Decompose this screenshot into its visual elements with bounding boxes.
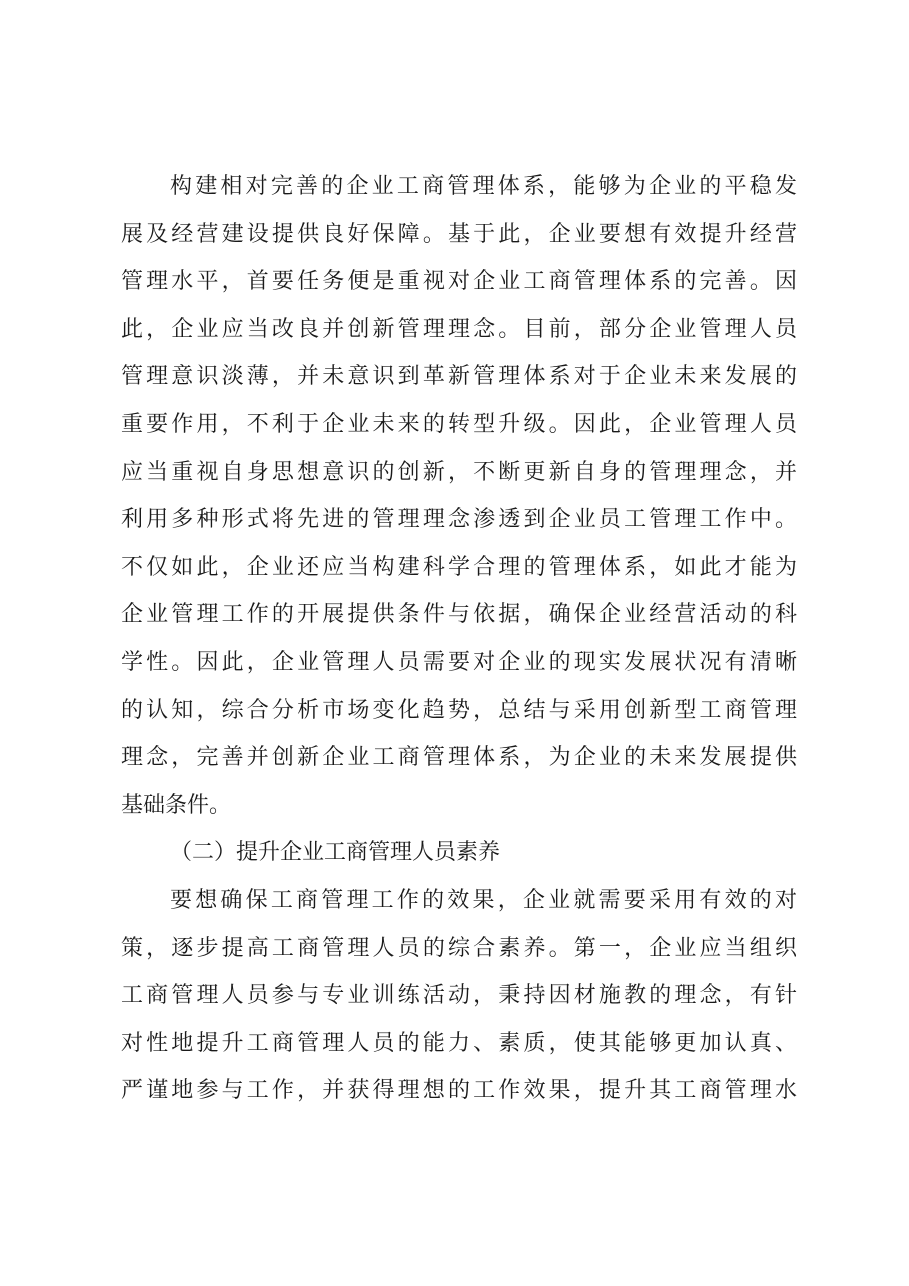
paragraph-line: 学性。因此，企业管理人员需要对企业的现实发展状况有清晰: [121, 649, 797, 675]
paragraph-line: 重要作用，不利于企业未来的转型升级。因此，企业管理人员: [121, 411, 797, 437]
paragraph-line: 企业管理工作的开展提供条件与依据，确保企业经营活动的科: [121, 602, 797, 628]
paragraph-line: 对性地提升工商管理人员的能力、素质，使其能够更加认真、: [121, 1030, 797, 1056]
paragraph-line: 此，企业应当改良并创新管理理念。目前，部分企业管理人员: [121, 316, 797, 342]
paragraph-line: 利用多种形式将先进的管理理念渗透到企业员工管理工作中。: [121, 507, 797, 533]
document-body: [121, 163, 797, 1115]
paragraph-line: 不仅如此，企业还应当构建科学合理的管理体系，如此才能为: [121, 554, 797, 580]
paragraph-line: 基础条件。: [121, 792, 232, 818]
paragraph-line: 构建相对完善的企业工商管理体系，能够为企业的平稳发: [170, 174, 797, 199]
section-heading: （二）提升企业工商管理人员素养: [170, 840, 501, 866]
paragraph-line: 展及经营建设提供良好保障。基于此，企业要想有效提升经营: [121, 221, 797, 247]
paragraph-line: 要想确保工商管理工作的效果，企业就需要采用有效的对: [170, 887, 797, 913]
paragraph-line: 策，逐步提高工商管理人员的综合素养。第一，企业应当组织: [121, 935, 797, 961]
paragraph-line: 严谨地参与工作，并获得理想的工作效果，提升其工商管理水: [121, 1078, 797, 1104]
paragraph-2: [121, 877, 797, 1115]
paragraph-line: 理念，完善并创新企业工商管理体系，为企业的未来发展提供: [121, 745, 797, 771]
paragraph-line: 管理水平，首要任务便是重视对企业工商管理体系的完善。因: [121, 269, 797, 295]
paragraph-line: 的认知，综合分析市场变化趋势，总结与采用创新型工商管理: [121, 697, 797, 723]
paragraph-1: [121, 163, 797, 829]
paragraph-line: 管理意识淡薄，并未意识到革新管理体系对于企业未来发展的: [121, 364, 797, 390]
paragraph-line: 应当重视自身思想意识的创新，不断更新自身的管理理念，并: [121, 459, 797, 485]
paragraph-line: 工商管理人员参与专业训练活动，秉持因材施教的理念，有针: [121, 983, 797, 1009]
